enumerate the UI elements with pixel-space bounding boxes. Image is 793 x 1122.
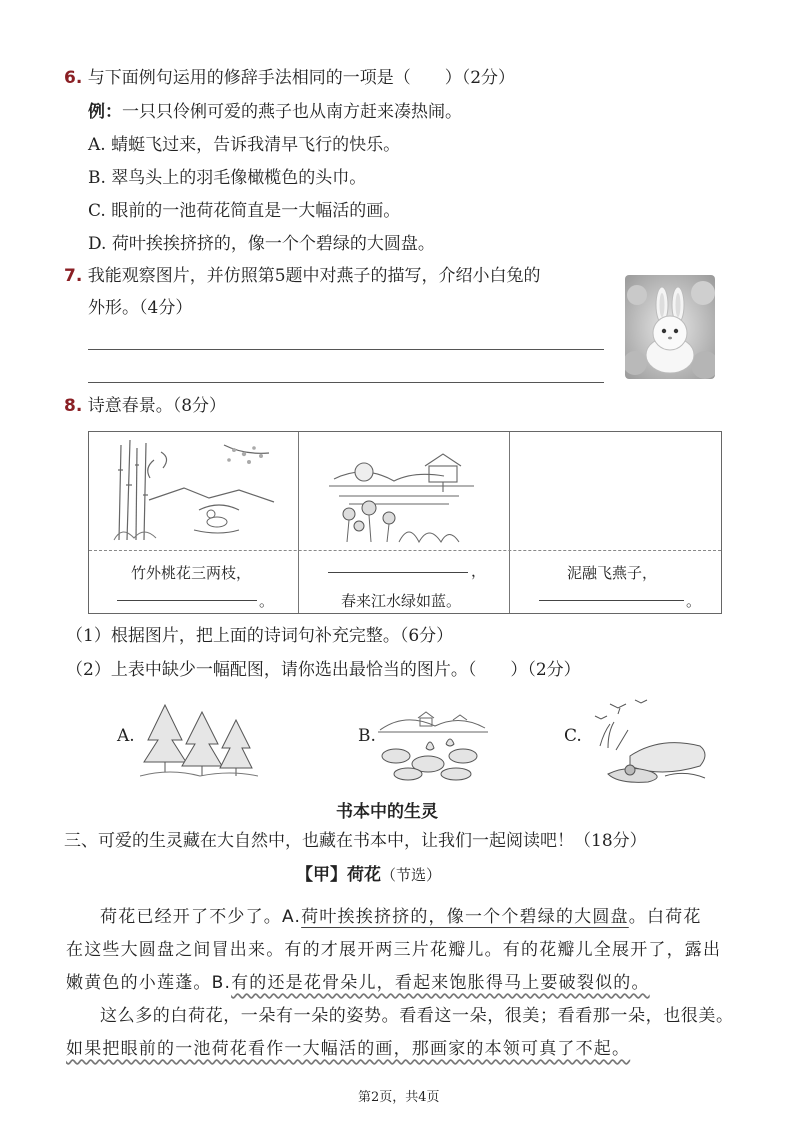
q6-option-a: A. 蜻蜓飞过来，告诉我清早飞行的快乐。	[88, 135, 401, 155]
sentence-b-underlined: 有的还是花骨朵儿，看起来饱胀得马上要破裂似的。	[231, 973, 650, 993]
reading-title-tag: 【甲】	[296, 865, 347, 885]
q8-title: 8. 诗意春景。（8分）	[64, 396, 227, 416]
q8-sub1: （1）根据图片，把上面的诗词句补充完整。（6分）	[66, 626, 454, 646]
bamboo-peach-duck-picture	[109, 440, 279, 550]
page-number: 第2页，共4页	[358, 1090, 440, 1105]
poem-1-blank[interactable]	[117, 600, 257, 601]
passage-p1-line3: 嫩黄色的小莲蓬。B.有的还是花骨朵儿，看起来饱胀得马上要破裂似的。	[66, 973, 650, 993]
marker-b: B.	[211, 973, 232, 993]
poem-2-line2: 春来江水绿如蓝。	[341, 592, 462, 610]
q7-prompt-line2: 外形。（4分）	[88, 298, 193, 318]
lotus-pond-picture[interactable]	[378, 708, 488, 786]
choice-b-label: B.	[358, 726, 376, 746]
passage-p1-line2: 在这些大圆盘之间冒出来。有的才展开两三片花瓣儿。有的花瓣儿全展开了，露出	[66, 940, 722, 960]
passage-p1-line1: 荷花已经开了不少了。A.荷叶挨挨挤挤的，像一个个碧绿的大圆盘。白荷花	[100, 907, 702, 927]
choice-a-label: A.	[117, 726, 135, 746]
q6-example	[88, 104, 462, 121]
answer-line[interactable]	[88, 382, 604, 383]
q8-number: 8.	[64, 396, 83, 416]
marker-a: A.	[282, 907, 302, 927]
passage-p2-line1: 这么多的白荷花，一朵有一朵的姿势。看看这一朵，很美；看看那一朵，也很美。	[100, 1006, 734, 1026]
poem-1-line1: 竹外桃花三两枝，	[131, 564, 252, 582]
q6-option-d: D. 荷叶挨挨挤挤的，像一个个碧绿的大圆盘。	[88, 234, 435, 254]
section-heading: 书本中的生灵	[336, 802, 438, 822]
choice-c-label: C.	[564, 726, 582, 746]
reading-title-note: （节选）	[381, 866, 442, 884]
poem-3-period: 。	[686, 592, 702, 610]
example-text: 一只只伶俐可爱的燕子也从南方赶来凑热闹。	[122, 102, 462, 122]
answer-line[interactable]	[88, 349, 604, 350]
table-divider	[298, 432, 299, 613]
reading-title	[296, 867, 441, 884]
table-divider	[89, 550, 721, 551]
poem-2-blank[interactable]	[328, 572, 468, 573]
poem-3-line1: 泥融飞燕子，	[567, 564, 658, 582]
section-intro: 三、可爱的生灵藏在大自然中，也藏在书本中，让我们一起阅读吧！（18分）	[64, 831, 647, 851]
poem-1-period: 。	[259, 592, 275, 610]
swallows-spring-mud-picture[interactable]	[590, 696, 714, 788]
passage-p2-line2	[66, 1034, 630, 1059]
q6-number: 6.	[64, 68, 83, 88]
q6-option-c: C. 眼前的一池荷花简直是一大幅活的画。	[88, 201, 401, 221]
poem-table	[88, 431, 722, 614]
snowy-pine-trees-picture[interactable]	[140, 700, 258, 784]
q6-option-b: B. 翠鸟头上的羽毛像橄榄色的头巾。	[88, 168, 367, 188]
table-divider	[509, 432, 510, 613]
river-sunrise-flowers-picture	[329, 444, 479, 548]
poem-2-comma: ，	[471, 562, 487, 580]
sentence-underlined: 如果把眼前的一池荷花看作一大幅活的画，那画家的本领可真了不起。	[66, 1039, 631, 1059]
poem-3-blank[interactable]	[539, 600, 684, 601]
q7-prompt: 7. 我能观察图片，并仿照第5题中对燕子的描写，介绍小白兔的	[64, 266, 541, 286]
example-label: 例：	[88, 102, 122, 122]
q7-number: 7.	[64, 266, 83, 286]
q6-prompt: 6. 与下面例句运用的修辞手法相同的一项是（ ）（2分）	[64, 68, 516, 88]
reading-title-text: 荷花	[347, 865, 381, 885]
sentence-a-underlined: 荷叶挨挨挤挤的，像一个个碧绿的大圆盘	[301, 907, 629, 927]
q8-sub2: （2）上表中缺少一幅配图，请你选出最恰当的图片。（ ）（2分）	[66, 660, 581, 680]
rabbit-photo-icon	[625, 275, 715, 379]
